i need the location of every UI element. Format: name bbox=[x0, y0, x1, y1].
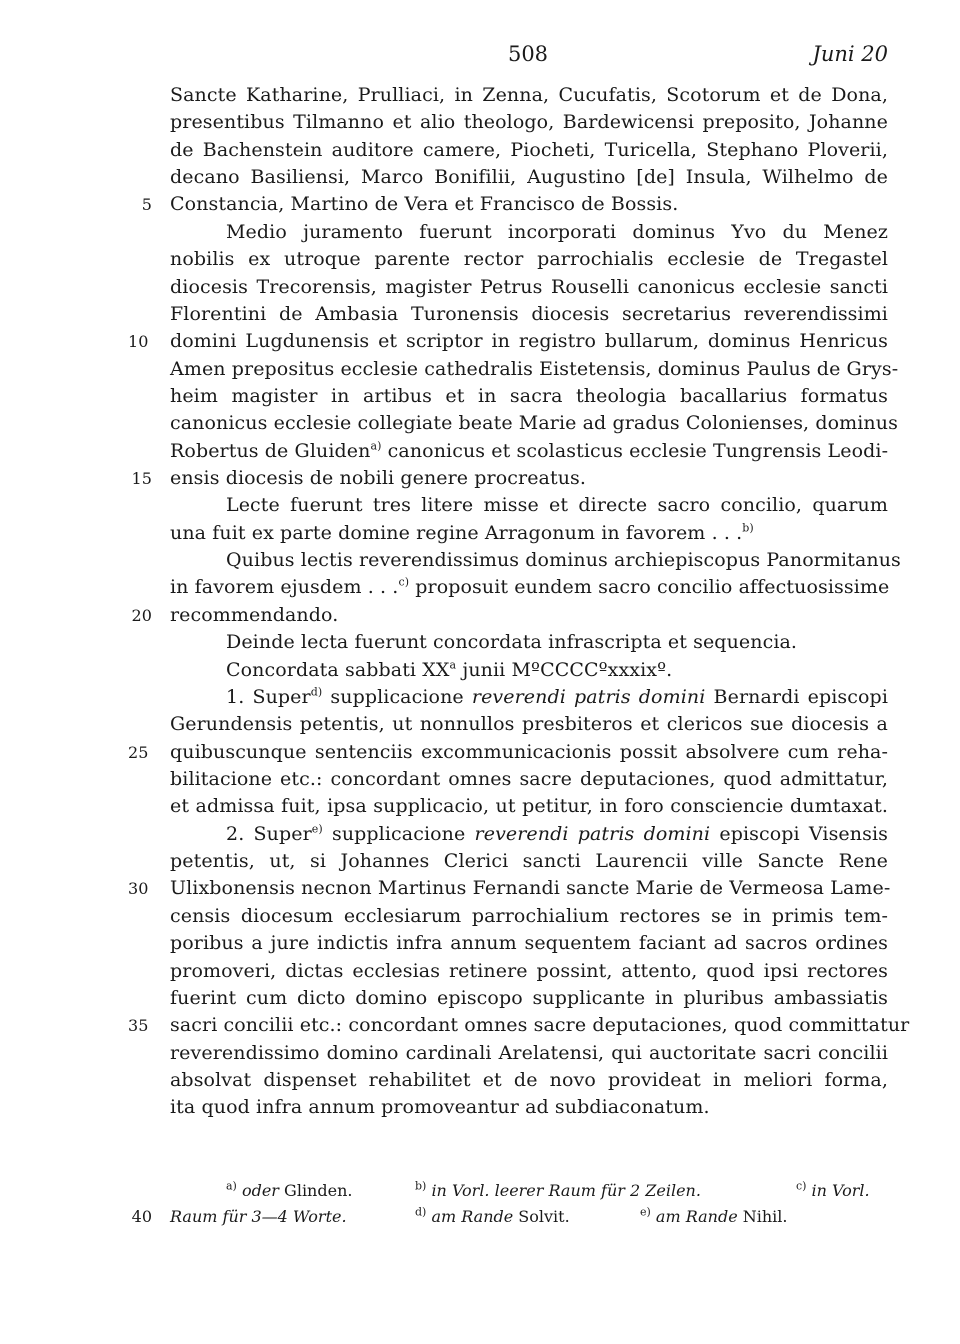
text-line bbox=[0, 930, 888, 957]
footnotes bbox=[0, 1178, 960, 1230]
line-text: censis diocesum ecclesiarum parrochialium rectores se in primis tem- bbox=[170, 904, 888, 927]
line-text: presentibus Tilmanno et alio theologo, Bardewicensi preposito, Johanne bbox=[170, 111, 888, 134]
line-text: Deinde lecta fuerunt concordata infrascripta et sequencia. bbox=[226, 631, 798, 654]
line-text: 1. Super bbox=[226, 685, 311, 708]
page-header bbox=[168, 42, 888, 74]
text-line bbox=[0, 465, 888, 492]
line-number: 20 bbox=[131, 605, 152, 625]
line-text: de Bachenstein auditore camere, Piocheti, Turicella, Stephano Ploverii, bbox=[170, 138, 888, 161]
footnote-italic: Raum für 3—4 Worte. bbox=[170, 1207, 347, 1226]
footnote-mark: b) bbox=[415, 1179, 427, 1193]
page-number: 508 bbox=[507, 42, 549, 66]
text-line bbox=[0, 438, 888, 465]
footnote-c bbox=[796, 1178, 870, 1204]
line-number: 35 bbox=[128, 1016, 149, 1036]
body-text bbox=[0, 82, 960, 1122]
line-number: 10 bbox=[128, 332, 149, 352]
line-italic-text: reverendi patris domini bbox=[474, 822, 711, 845]
text-line bbox=[0, 109, 888, 136]
line-text: reverendissimo domino cardinali Arelatensi, qui auctoritate sacri concilii bbox=[170, 1041, 888, 1064]
line-text: canonicus ecclesie collegiate beate Marie ad gradus Colonienses, dominus bbox=[170, 412, 898, 435]
line-text: ita quod infra annum promoveantur ad subdiaconatum. bbox=[170, 1096, 710, 1119]
footnote-italic: in Vorl. bbox=[811, 1181, 870, 1200]
text-line bbox=[0, 520, 888, 547]
footnote-italic: am Rande bbox=[431, 1207, 514, 1226]
text-line bbox=[0, 766, 888, 793]
footnote-italic: am Rande bbox=[655, 1207, 738, 1226]
footnote-mark: e) bbox=[640, 1205, 651, 1219]
line-text: domini Lugdunensis et scriptor in registro bullarum, dominus Henricus bbox=[170, 330, 888, 353]
line-text: absolvat dispenset rehabilitet et de novo provideat in meliori forma, bbox=[170, 1068, 888, 1091]
footnote-line bbox=[0, 1178, 960, 1204]
footnote-line bbox=[0, 1204, 960, 1230]
line-number: 40 bbox=[131, 1207, 152, 1226]
text-line bbox=[0, 629, 888, 656]
footnote-d bbox=[415, 1204, 570, 1230]
line-text: junii MºCCCCºxxxixº. bbox=[456, 658, 673, 681]
footnote-c-continued bbox=[170, 1204, 347, 1230]
line-text: poribus a jure indictis infra annum sequentem faciant ad sacros ordines bbox=[170, 932, 888, 955]
text-line bbox=[0, 657, 888, 684]
text-line bbox=[0, 410, 898, 437]
text-line bbox=[0, 821, 888, 848]
line-text: canonicus et scolasticus ecclesie Tungrensis Leodi- bbox=[381, 439, 889, 462]
line-number: 5 bbox=[141, 195, 152, 215]
footnote-text: Nihil. bbox=[737, 1207, 788, 1226]
text-line bbox=[0, 985, 888, 1012]
line-text: quibuscunque sentenciis excommunicacionis possit absolvere cum reha- bbox=[170, 740, 888, 763]
line-text: Robertus de Gluiden bbox=[170, 439, 371, 462]
text-line bbox=[0, 356, 899, 383]
line-text: Amen prepositus ecclesie cathedralis Eistetensis, dominus Paulus de Grys- bbox=[170, 357, 899, 380]
text-line bbox=[0, 958, 888, 985]
footnote-mark: c) bbox=[796, 1179, 807, 1193]
footnote-mark: a) bbox=[226, 1179, 237, 1193]
line-text: Sancte Katharine, Prulliaci, in Zenna, Cucufatis, Scotorum et de Dona, bbox=[170, 84, 888, 106]
footnote-mark: d) bbox=[415, 1205, 427, 1219]
text-line bbox=[0, 602, 888, 629]
line-text: nobilis ex utroque parente rector parrochialis ecclesie de Tregastel bbox=[170, 248, 888, 271]
line-text: in favorem ejusdem . . . bbox=[170, 576, 399, 599]
text-line bbox=[0, 301, 888, 328]
line-text: 2. Super bbox=[226, 822, 312, 845]
text-line bbox=[0, 328, 888, 355]
text-line bbox=[0, 137, 888, 164]
footnote-reference: a bbox=[449, 658, 457, 672]
line-text: Florentini de Ambasia Turonensis diocesis secretarius reverendissimi bbox=[170, 302, 888, 325]
text-line bbox=[0, 492, 888, 519]
footnote-text: Glinden. bbox=[278, 1181, 353, 1200]
line-number: 25 bbox=[128, 742, 149, 762]
text-line bbox=[0, 164, 888, 191]
footnote-reference: e) bbox=[311, 822, 323, 836]
line-text: et admissa fuit, ipsa supplicacio, ut petitur, in foro consciencie dumtaxat. bbox=[170, 795, 888, 818]
line-text: heim magister in artibus et in sacra theologia bacallarius formatus bbox=[170, 384, 888, 407]
line-text: sacri concilii etc.: concordant omnes sacre deputaciones, quod committatur bbox=[170, 1014, 910, 1037]
line-italic-text: reverendi patris domini bbox=[471, 685, 706, 708]
text-line bbox=[0, 246, 888, 273]
line-text: Concordata sabbati XX bbox=[226, 658, 450, 681]
footnote-reference: b) bbox=[742, 521, 754, 535]
line-text: diocesis Trecorensis, magister Petrus Rouselli canonicus ecclesie sancti bbox=[170, 275, 888, 298]
text-line bbox=[0, 903, 888, 930]
footnote-italic: oder bbox=[241, 1181, 279, 1200]
footnote-italic: in Vorl. leerer Raum für 2 Zeilen. bbox=[431, 1181, 701, 1200]
text-line bbox=[0, 574, 888, 601]
text-line bbox=[0, 1094, 888, 1121]
line-text: Constancia, Martino de Vera et Francisco de Bossis. bbox=[170, 193, 679, 216]
footnote-b bbox=[415, 1178, 701, 1204]
running-head: Juni 20 bbox=[812, 42, 888, 66]
footnote-e bbox=[640, 1204, 788, 1230]
text-line bbox=[0, 1012, 910, 1039]
text-line bbox=[0, 1040, 888, 1067]
line-text: decano Basiliensi, Marco Bonifilii, Augustino [de] Insula, Wilhelmo de bbox=[170, 166, 888, 189]
text-line bbox=[0, 739, 888, 766]
line-text: bilitacione etc.: concordant omnes sacre deputaciones, quod admittatur, bbox=[170, 767, 888, 790]
line-text: fuerint cum dicto domino episcopo supplicante in pluribus ambassiatis bbox=[170, 986, 888, 1009]
line-number: 30 bbox=[128, 879, 149, 899]
line-text: Medio juramento fuerunt incorporati dominus Yvo du Menez bbox=[226, 220, 888, 243]
text-line bbox=[0, 383, 888, 410]
text-line bbox=[0, 1067, 888, 1094]
text-line bbox=[0, 711, 888, 738]
line-text: Bernardi episcopi bbox=[705, 685, 888, 708]
text-line bbox=[0, 793, 888, 820]
line-text: una fuit ex parte domine regine Arragonum in favorem . . . bbox=[170, 521, 743, 544]
footnote-text: Solvit. bbox=[513, 1207, 570, 1226]
footnote-reference: d) bbox=[310, 685, 323, 699]
line-text: supplicacione bbox=[322, 685, 472, 708]
text-line bbox=[0, 848, 888, 875]
line-text: petentis, ut, si Johannes Clerici sancti Laurencii ville Sancte Rene bbox=[170, 850, 888, 873]
line-number: 15 bbox=[131, 469, 152, 489]
line-text: episcopi Visensis bbox=[710, 822, 888, 845]
line-text: Ulixbonensis necnon Martinus Fernandi sancte Marie de Vermeosa Lame- bbox=[170, 877, 891, 900]
line-text: promoveri, dictas ecclesias retinere possint, attento, quod ipsi rectores bbox=[170, 959, 888, 982]
footnote-a bbox=[226, 1178, 352, 1204]
footnote-reference: a) bbox=[370, 439, 382, 453]
line-text: ensis diocesis de nobili genere procreatus. bbox=[170, 467, 587, 490]
line-text: Gerundensis petentis, ut nonnullos presbiteros et clericos sue diocesis a bbox=[170, 713, 888, 736]
line-text: recommendando. bbox=[170, 603, 339, 626]
text-line bbox=[0, 82, 888, 109]
text-line bbox=[0, 219, 888, 246]
line-text: proposuit eundem sacro concilio affectuosissime bbox=[409, 576, 890, 599]
line-text: Lecte fuerunt tres litere misse et directe sacro concilio, quarum bbox=[226, 494, 888, 517]
line-text: supplicacione bbox=[322, 822, 475, 845]
text-line bbox=[0, 191, 888, 218]
text-line bbox=[0, 547, 901, 574]
footnote-reference: c) bbox=[398, 576, 410, 590]
line-text: Quibus lectis reverendissimus dominus archiepiscopus Panormitanus bbox=[226, 549, 901, 572]
text-line bbox=[0, 684, 888, 711]
text-line bbox=[0, 274, 888, 301]
text-line bbox=[0, 875, 891, 902]
